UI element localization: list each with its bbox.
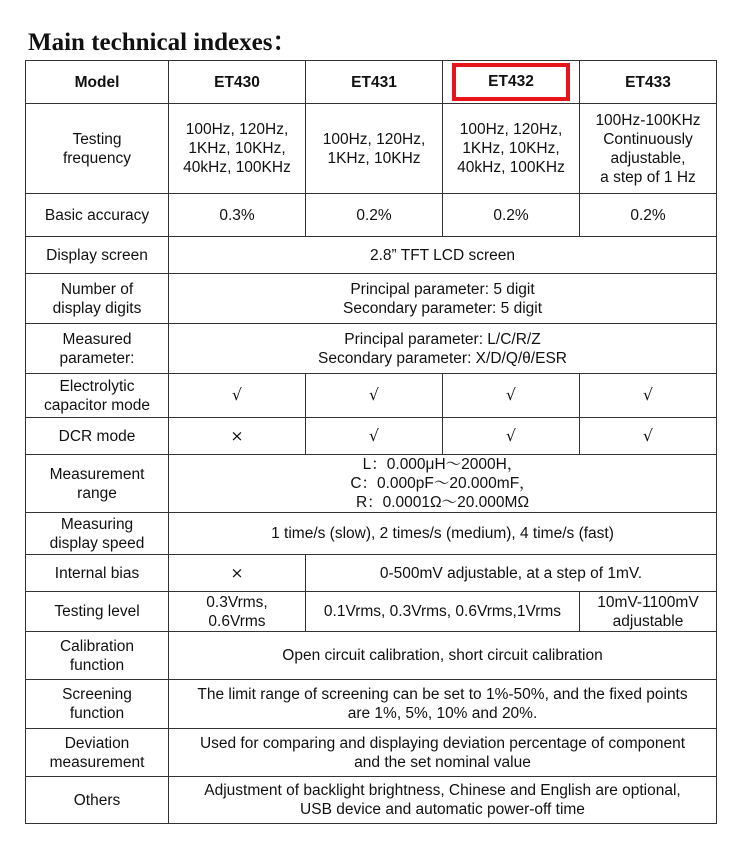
highlight-box-et432: ET432 xyxy=(452,63,570,101)
cell-screening: The limit range of screening can be set to 1%-50%, and the fixed points are 1%, 5%, 10% and 20%. xyxy=(169,680,717,729)
cell-et433-level: 10mV-1100mV adjustable xyxy=(580,592,717,632)
check-mark: √ xyxy=(580,418,717,455)
cell-measured-parameter: Principal parameter: L/C/R/Z Secondary parameter: X/D/Q/θ/ESR xyxy=(169,324,717,374)
row-display-screen xyxy=(26,237,717,274)
cell-et433-frequency: 100Hz-100KHz Continuously adjustable, a step of 1 Hz xyxy=(580,104,717,194)
header-et430: ET430 xyxy=(169,61,306,104)
label-testing-level: Testing level xyxy=(26,592,169,632)
cell-et432-accuracy: 0.2% xyxy=(443,194,580,237)
header-et431: ET431 xyxy=(306,61,443,104)
cell-et433-accuracy: 0.2% xyxy=(580,194,717,237)
header-et433: ET433 xyxy=(580,61,717,104)
cell-others: Adjustment of backlight brightness, Chinese and English are optional, USB device and automatic power-off time xyxy=(169,777,717,824)
cell-display-speed: 1 time/s (slow), 2 times/s (medium), 4 time/s (fast) xyxy=(169,513,717,555)
label-deviation: Deviation measurement xyxy=(26,729,169,777)
row-deviation xyxy=(26,729,717,777)
row-testing-frequency xyxy=(26,104,717,194)
cell-display-screen: 2.8” TFT LCD screen xyxy=(169,237,717,274)
cell-et431-accuracy: 0.2% xyxy=(306,194,443,237)
header-et432 xyxy=(443,61,580,104)
row-electrolytic-mode xyxy=(26,374,717,418)
spec-table xyxy=(25,60,717,824)
cell-calibration: Open circuit calibration, short circuit calibration xyxy=(169,632,717,680)
cell-measurement-range: L：0.000μH～2000H， C：0.000pF～20.000mF， R：0.0001Ω～20.000MΩ xyxy=(169,455,717,513)
cell-et430-level: 0.3Vrms, 0.6Vrms xyxy=(169,592,306,632)
label-others: Others xyxy=(26,777,169,824)
row-internal-bias xyxy=(26,555,717,592)
row-display-speed xyxy=(26,513,717,555)
row-testing-level xyxy=(26,592,717,632)
cell-et431-frequency: 100Hz, 120Hz, 1KHz, 10KHz xyxy=(306,104,443,194)
row-dcr-mode xyxy=(26,418,717,455)
label-display-screen: Display screen xyxy=(26,237,169,274)
label-dcr-mode: DCR mode xyxy=(26,418,169,455)
row-screening xyxy=(26,680,717,729)
cell-deviation: Used for comparing and displaying deviation percentage of component and the set nominal value xyxy=(169,729,717,777)
row-basic-accuracy xyxy=(26,194,717,237)
cell-display-digits: Principal parameter: 5 digit Secondary parameter: 5 digit xyxy=(169,274,717,324)
page-title: Main technical indexes： xyxy=(28,29,298,56)
check-mark: √ xyxy=(580,374,717,418)
header-row xyxy=(26,61,717,104)
cell-et431-432-level: 0.1Vrms, 0.3Vrms, 0.6Vrms,1Vrms xyxy=(306,592,580,632)
cell-internal-bias: 0-500mV adjustable, at a step of 1mV. xyxy=(306,555,717,592)
check-mark: √ xyxy=(169,374,306,418)
row-measurement-range xyxy=(26,455,717,513)
label-display-digits: Number of display digits xyxy=(26,274,169,324)
label-screening: Screening function xyxy=(26,680,169,729)
label-basic-accuracy: Basic accuracy xyxy=(26,194,169,237)
label-measured-parameter: Measured parameter: xyxy=(26,324,169,374)
check-mark: √ xyxy=(443,374,580,418)
label-testing-frequency: Testing frequency xyxy=(26,104,169,194)
row-measured-parameter xyxy=(26,324,717,374)
cell-et430-accuracy: 0.3% xyxy=(169,194,306,237)
label-calibration: Calibration function xyxy=(26,632,169,680)
cross-mark: × xyxy=(169,555,306,592)
row-others xyxy=(26,777,717,824)
cell-et432-frequency: 100Hz, 120Hz, 1KHz, 10KHz, 40kHz, 100KHz xyxy=(443,104,580,194)
cell-et430-frequency: 100Hz, 120Hz, 1KHz, 10KHz, 40kHz, 100KHz xyxy=(169,104,306,194)
row-display-digits xyxy=(26,274,717,324)
check-mark: √ xyxy=(306,374,443,418)
check-mark: √ xyxy=(443,418,580,455)
check-mark: √ xyxy=(306,418,443,455)
header-model: Model xyxy=(26,61,169,104)
label-electrolytic-mode: Electrolytic capacitor mode xyxy=(26,374,169,418)
label-internal-bias: Internal bias xyxy=(26,555,169,592)
cross-mark: × xyxy=(169,418,306,455)
row-calibration xyxy=(26,632,717,680)
label-measurement-range: Measurement range xyxy=(26,455,169,513)
label-display-speed: Measuring display speed xyxy=(26,513,169,555)
